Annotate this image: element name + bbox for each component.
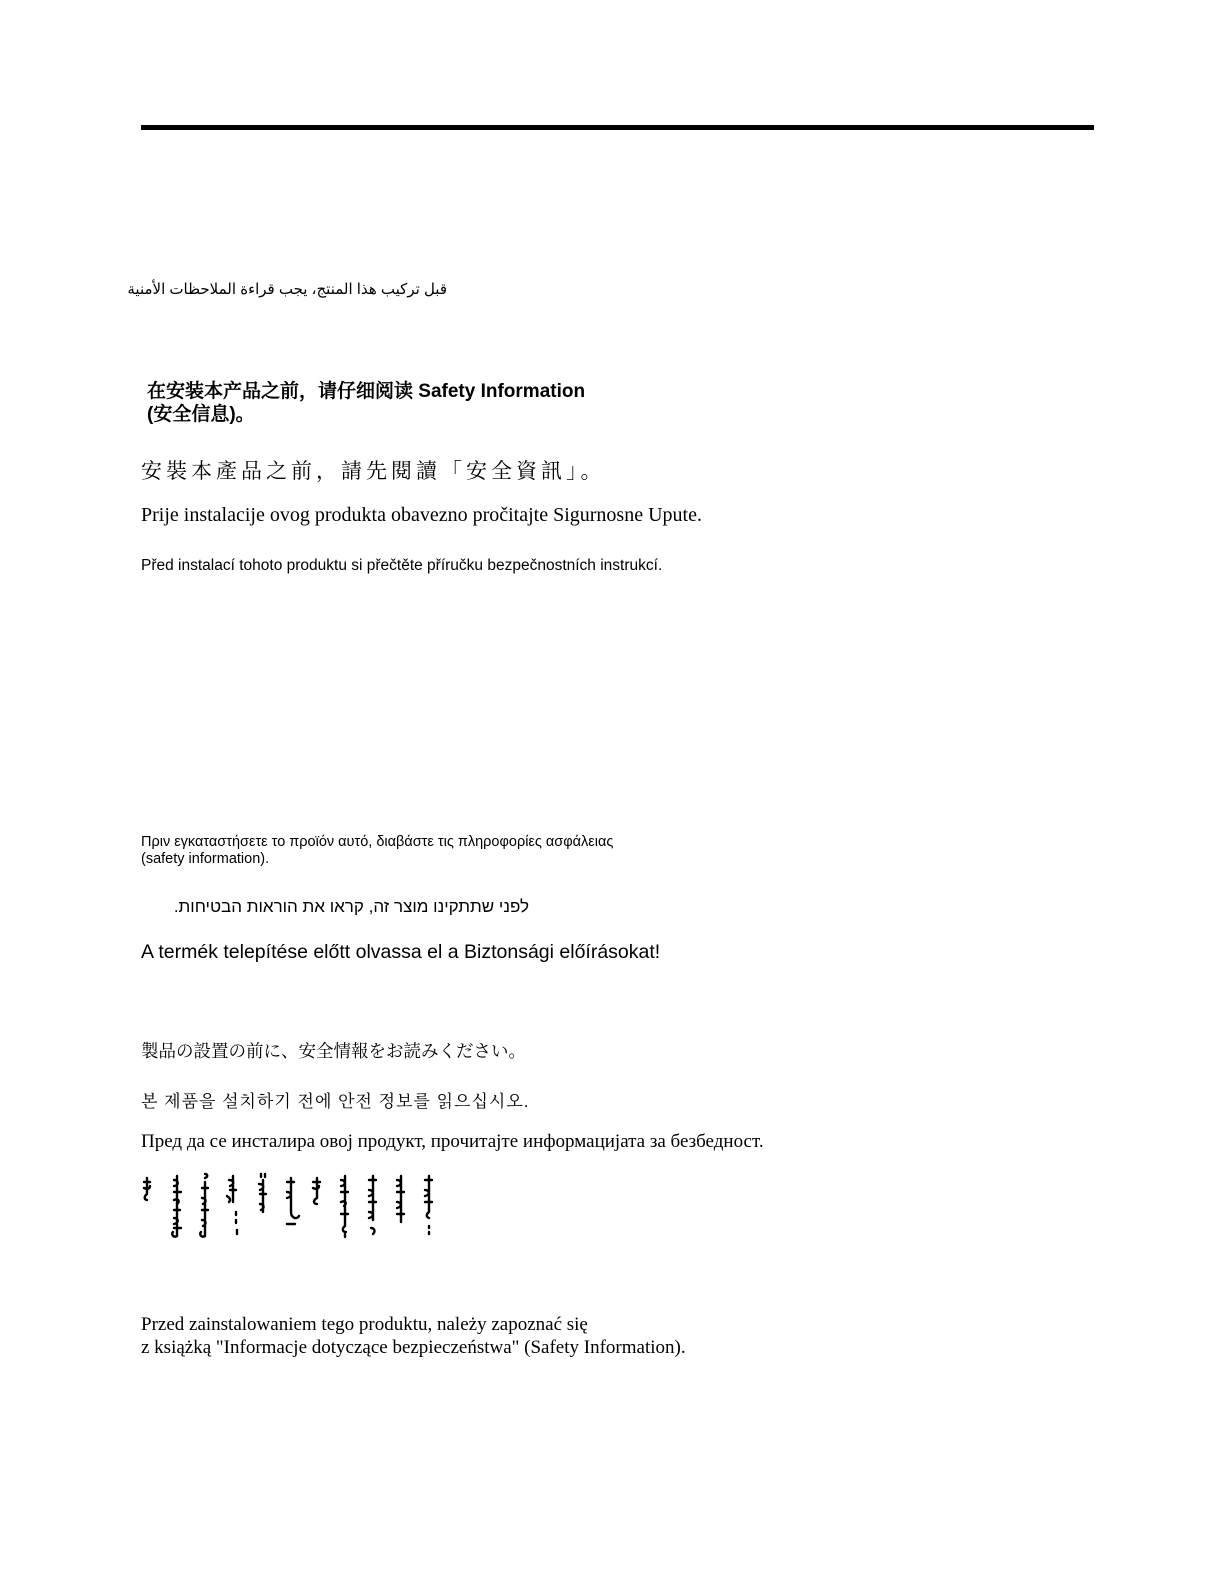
mongolian-word-2	[172, 1176, 181, 1237]
mongolian-word-11	[425, 1176, 432, 1234]
mongolian-word-10	[397, 1176, 404, 1222]
mongolian-word-1	[144, 1178, 150, 1200]
notice-polish-line1: Przed zainstalowaniem tego produktu, należy zapoznać się	[141, 1314, 588, 1335]
notice-arabic: قبل تركيب هذا المنتج، يجب قراءة الملاحظات الأمنية	[127, 281, 447, 298]
notice-greek	[141, 834, 681, 868]
mongolian-word-8	[341, 1176, 348, 1237]
notice-hungarian: A termék telepítése előtt olvassa el a Biztonsági előírásokat!	[141, 941, 661, 963]
notice-greek-line1: Πριν εγκαταστήσετε το προϊόν αυτό, διαβάστε τις πληροφορίες ασφάλειας	[141, 834, 614, 850]
mongolian-word-5	[259, 1174, 266, 1212]
notice-japanese: 製品の設置の前に、安全情報をお読みください。	[141, 1041, 526, 1061]
notice-chinese-simplified	[147, 380, 607, 426]
top-rule	[141, 125, 1094, 130]
notice-greek-line2: (safety information).	[141, 851, 270, 867]
notice-mongolian-script	[141, 1172, 451, 1244]
notice-korean: 본 제품을 설치하기 전에 안전 정보를 읽으십시오.	[141, 1092, 530, 1111]
mongolian-word-9	[369, 1176, 376, 1234]
notice-polish	[141, 1313, 761, 1359]
mongolian-word-6	[287, 1178, 299, 1224]
notice-polish-line2: z książką "Informacje dotyczące bezpieczeństwa" (Safety Information).	[141, 1337, 686, 1358]
notice-hebrew: לפני שתתקינו מוצר זה, קראו את הוראות הבטיחות.	[173, 897, 529, 916]
notice-croatian: Prije instalacije ovog produkta obavezno pročitajte Sigurnosne Upute.	[141, 504, 702, 526]
notice-chinese-traditional: 安裝本產品之前，請先閱讀「安全資訊」。	[141, 459, 606, 483]
mongolian-word-7	[313, 1178, 320, 1204]
notice-chinese-simplified-line1: 在安装本产品之前，请仔细阅读 Safety Information	[147, 381, 586, 402]
notice-chinese-simplified-line2: (安全信息)。	[147, 404, 255, 425]
notice-czech: Před instalací tohoto produktu si přečtěte příručku bezpečnostních instrukcí.	[141, 557, 663, 574]
mongolian-word-4	[227, 1176, 237, 1234]
mongolian-word-3	[200, 1174, 208, 1237]
notice-macedonian: Пред да се инсталира овој продукт, прочитајте информацијата за безбедност.	[141, 1131, 764, 1152]
